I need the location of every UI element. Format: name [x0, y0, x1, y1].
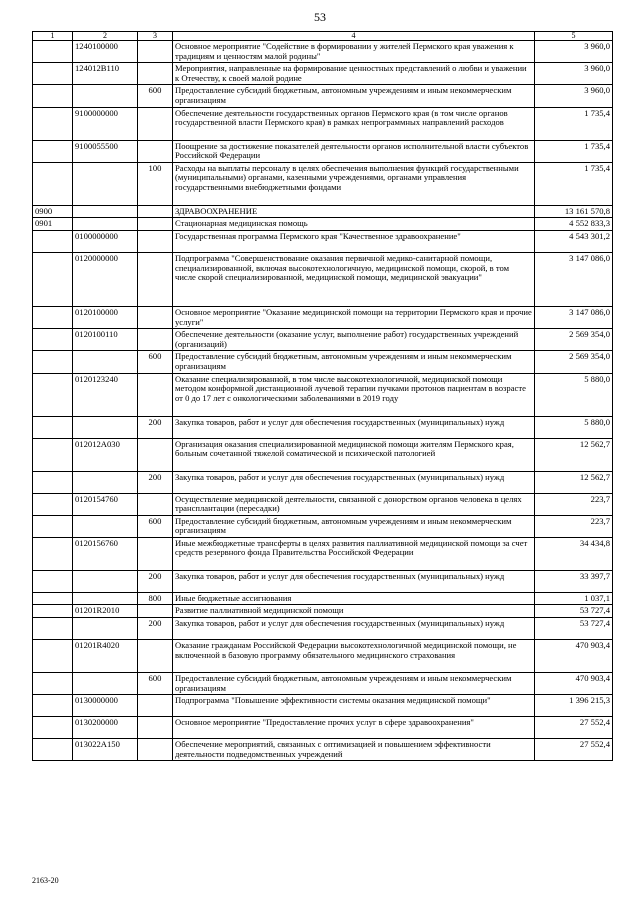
- cell-expense-type: 200: [138, 618, 173, 640]
- cell-description: Оказание гражданам Российской Федерации высокотехнологичной медицинской помощи, не включенной в базовую программу обязательного медицинского страхования: [173, 640, 535, 673]
- cell-section-code: 0900: [33, 205, 73, 218]
- cell-target-code: 01201R2010: [73, 605, 138, 618]
- cell-target-code: 0130000000: [73, 695, 138, 717]
- cell-target-code: [73, 570, 138, 592]
- cell-target-code: [73, 471, 138, 493]
- cell-target-code: 0100000000: [73, 230, 138, 252]
- table-row: [33, 717, 613, 739]
- cell-amount: 2 569 354,0: [535, 329, 613, 351]
- cell-target-code: 0120154760: [73, 493, 138, 515]
- cell-description: Обеспечение мероприятий, связанных с оптимизацией и повышением эффективности деятельности подведомственных учреждений: [173, 739, 535, 761]
- cell-section-code: [33, 695, 73, 717]
- cell-expense-type: 600: [138, 515, 173, 537]
- cell-description: Государственная программа Пермского края "Качественное здравоохранение": [173, 230, 535, 252]
- cell-target-code: 0120100000: [73, 306, 138, 328]
- cell-amount: 3 960,0: [535, 63, 613, 85]
- cell-section-code: [33, 717, 73, 739]
- cell-expense-type: 200: [138, 416, 173, 438]
- table-row: [33, 63, 613, 85]
- cell-description: Стационарная медицинская помощь: [173, 218, 535, 231]
- header-col-3: 3: [138, 32, 173, 41]
- cell-expense-type: [138, 329, 173, 351]
- cell-section-code: [33, 329, 73, 351]
- cell-section-code: [33, 351, 73, 373]
- table-row: [33, 252, 613, 306]
- cell-expense-type: [138, 252, 173, 306]
- cell-description: Основное мероприятие "Предоставление прочих услуг в сфере здравоохранения": [173, 717, 535, 739]
- cell-amount: 1 037,1: [535, 592, 613, 605]
- cell-section-code: [33, 162, 73, 205]
- cell-description: Обеспечение деятельности (оказание услуг, выполнение работ) государственных учреждений (организаций): [173, 329, 535, 351]
- table-row: [33, 570, 613, 592]
- cell-section-code: [33, 618, 73, 640]
- cell-expense-type: [138, 493, 173, 515]
- table-row: [33, 592, 613, 605]
- cell-amount: 470 903,4: [535, 673, 613, 695]
- table-row: [33, 373, 613, 416]
- cell-expense-type: 200: [138, 471, 173, 493]
- cell-section-code: [33, 438, 73, 471]
- cell-target-code: [73, 205, 138, 218]
- cell-target-code: [73, 351, 138, 373]
- cell-expense-type: [138, 140, 173, 162]
- table-row: [33, 85, 613, 107]
- cell-amount: 12 562,7: [535, 471, 613, 493]
- cell-section-code: [33, 739, 73, 761]
- table-row: [33, 162, 613, 205]
- cell-amount: 223,7: [535, 493, 613, 515]
- table-row: [33, 695, 613, 717]
- cell-expense-type: [138, 373, 173, 416]
- cell-amount: 4 552 833,3: [535, 218, 613, 231]
- cell-expense-type: [138, 107, 173, 140]
- cell-expense-type: 200: [138, 570, 173, 592]
- table-row: [33, 673, 613, 695]
- cell-description: Основное мероприятие "Содействие в формировании у жителей Пермского края уважения к традициям и ценностям малой родины": [173, 41, 535, 63]
- cell-amount: 53 727,4: [535, 618, 613, 640]
- cell-amount: 1 735,4: [535, 107, 613, 140]
- cell-section-code: [33, 252, 73, 306]
- cell-description: Осуществление медицинской деятельности, связанной с донорством органов человека в целях трансплантации (пересадки): [173, 493, 535, 515]
- cell-description: Расходы на выплаты персоналу в целях обеспечения выполнения функций государственными (муниципальными) органами, казенными учреждениями, органами управления государственными внебюджетными фондами: [173, 162, 535, 205]
- cell-amount: 2 569 354,0: [535, 351, 613, 373]
- cell-description: Организация оказания специализированной медицинской помощи жителям Пермского края, больным сочетанной тяжелой соматической и психической патологией: [173, 438, 535, 471]
- cell-section-code: 0901: [33, 218, 73, 231]
- cell-expense-type: [138, 205, 173, 218]
- cell-target-code: [73, 592, 138, 605]
- cell-target-code: 0120100110: [73, 329, 138, 351]
- cell-amount: 1 735,4: [535, 140, 613, 162]
- table-row: [33, 107, 613, 140]
- cell-amount: 34 434,8: [535, 537, 613, 570]
- cell-amount: 3 960,0: [535, 85, 613, 107]
- header-col-1: 1: [33, 32, 73, 41]
- cell-section-code: [33, 107, 73, 140]
- footer-code: 2163-20: [32, 876, 59, 885]
- cell-description: Мероприятия, направленные на формирование ценностных представлений о любви и уважении к Отечеству, к своей малой родине: [173, 63, 535, 85]
- table-row: [33, 230, 613, 252]
- cell-expense-type: [138, 218, 173, 231]
- table-row: [33, 205, 613, 218]
- cell-amount: 53 727,4: [535, 605, 613, 618]
- cell-section-code: [33, 537, 73, 570]
- table-row: [33, 618, 613, 640]
- table-row: [33, 605, 613, 618]
- cell-expense-type: 800: [138, 592, 173, 605]
- cell-expense-type: [138, 739, 173, 761]
- cell-section-code: [33, 41, 73, 63]
- cell-section-code: [33, 515, 73, 537]
- cell-description: Закупка товаров, работ и услуг для обеспечения государственных (муниципальных) нужд: [173, 471, 535, 493]
- cell-target-code: [73, 416, 138, 438]
- cell-amount: 13 161 570,8: [535, 205, 613, 218]
- cell-section-code: [33, 640, 73, 673]
- cell-amount: 223,7: [535, 515, 613, 537]
- cell-section-code: [33, 471, 73, 493]
- cell-target-code: 012012А030: [73, 438, 138, 471]
- cell-expense-type: [138, 41, 173, 63]
- table-row: [33, 306, 613, 328]
- cell-target-code: [73, 218, 138, 231]
- cell-section-code: [33, 85, 73, 107]
- cell-target-code: 01201R4020: [73, 640, 138, 673]
- cell-expense-type: 600: [138, 351, 173, 373]
- cell-section-code: [33, 673, 73, 695]
- cell-description: ЗДРАВООХРАНЕНИЕ: [173, 205, 535, 218]
- cell-section-code: [33, 605, 73, 618]
- cell-expense-type: [138, 605, 173, 618]
- cell-target-code: [73, 85, 138, 107]
- cell-target-code: 0130200000: [73, 717, 138, 739]
- cell-description: Иные бюджетные ассигнования: [173, 592, 535, 605]
- table-row: [33, 739, 613, 761]
- cell-section-code: [33, 63, 73, 85]
- cell-description: Предоставление субсидий бюджетным, автономным учреждениям и иным некоммерческим организациям: [173, 85, 535, 107]
- cell-expense-type: [138, 63, 173, 85]
- cell-target-code: [73, 515, 138, 537]
- cell-section-code: [33, 493, 73, 515]
- cell-expense-type: 600: [138, 85, 173, 107]
- table-row: [33, 140, 613, 162]
- cell-target-code: [73, 162, 138, 205]
- table-row: [33, 329, 613, 351]
- table-row: [33, 41, 613, 63]
- cell-target-code: 013022А150: [73, 739, 138, 761]
- cell-section-code: [33, 140, 73, 162]
- cell-description: Закупка товаров, работ и услуг для обеспечения государственных (муниципальных) нужд: [173, 416, 535, 438]
- cell-amount: 5 880,0: [535, 416, 613, 438]
- cell-amount: 12 562,7: [535, 438, 613, 471]
- cell-description: Обеспечение деятельности государственных органов Пермского края (в том числе органов государственной власти Пермского края) в рамках непрограммных направлений расходов: [173, 107, 535, 140]
- cell-expense-type: [138, 640, 173, 673]
- cell-section-code: [33, 373, 73, 416]
- cell-amount: 470 903,4: [535, 640, 613, 673]
- table-row: [33, 416, 613, 438]
- cell-amount: 27 552,4: [535, 739, 613, 761]
- cell-section-code: [33, 592, 73, 605]
- header-col-5: 5: [535, 32, 613, 41]
- cell-amount: 3 147 086,0: [535, 306, 613, 328]
- cell-amount: 4 543 301,2: [535, 230, 613, 252]
- cell-target-code: 0120123240: [73, 373, 138, 416]
- cell-description: Закупка товаров, работ и услуг для обеспечения государственных (муниципальных) нужд: [173, 570, 535, 592]
- cell-target-code: 124012В110: [73, 63, 138, 85]
- page-number: 53: [314, 10, 326, 24]
- cell-amount: 3 960,0: [535, 41, 613, 63]
- table-row: [33, 438, 613, 471]
- cell-expense-type: [138, 717, 173, 739]
- cell-amount: 1 396 215,3: [535, 695, 613, 717]
- cell-expense-type: [138, 306, 173, 328]
- cell-target-code: 0120156760: [73, 537, 138, 570]
- cell-expense-type: [138, 230, 173, 252]
- cell-description: Предоставление субсидий бюджетным, автономным учреждениям и иным некоммерческим организациям: [173, 515, 535, 537]
- cell-expense-type: 600: [138, 673, 173, 695]
- cell-description: Предоставление субсидий бюджетным, автономным учреждениям и иным некоммерческим организациям: [173, 351, 535, 373]
- cell-description: Развитие паллиативной медицинской помощи: [173, 605, 535, 618]
- cell-target-code: 1240100000: [73, 41, 138, 63]
- header-col-4: 4: [173, 32, 535, 41]
- header-row: [33, 32, 613, 41]
- cell-target-code: 9100000000: [73, 107, 138, 140]
- table-row: [33, 351, 613, 373]
- table-row: [33, 493, 613, 515]
- cell-description: Подпрограмма "Повышение эффективности системы оказания медицинской помощи": [173, 695, 535, 717]
- cell-section-code: [33, 570, 73, 592]
- cell-description: Закупка товаров, работ и услуг для обеспечения государственных (муниципальных) нужд: [173, 618, 535, 640]
- table-row: [33, 515, 613, 537]
- cell-target-code: [73, 673, 138, 695]
- cell-description: Поощрение за достижение показателей деятельности органов исполнительной власти субъектов Российской Федерации: [173, 140, 535, 162]
- cell-expense-type: [138, 695, 173, 717]
- cell-description: Оказание специализированной, в том числе высокотехнологичной, медицинской помощи методом конформной дистанционной лучевой терапии пучками протонов пациентам в возрасте от 0 до 17 лет с онкологическими заболеваниями в 2019 году: [173, 373, 535, 416]
- cell-amount: 3 147 086,0: [535, 252, 613, 306]
- cell-amount: 5 880,0: [535, 373, 613, 416]
- cell-section-code: [33, 306, 73, 328]
- cell-amount: 1 735,4: [535, 162, 613, 205]
- cell-description: Иные межбюджетные трансферты в целях развития паллиативной медицинской помощи за счет средств резервного фонда Правительства Российской Федерации: [173, 537, 535, 570]
- cell-amount: 27 552,4: [535, 717, 613, 739]
- cell-amount: 33 397,7: [535, 570, 613, 592]
- cell-description: Основное мероприятие "Оказание медицинской помощи на территории Пермского края и прочие услуги": [173, 306, 535, 328]
- cell-expense-type: [138, 537, 173, 570]
- header-col-2: 2: [73, 32, 138, 41]
- table-row: [33, 471, 613, 493]
- cell-description: Подпрограмма "Совершенствование оказания первичной медико-санитарной помощи, специализированной, включая высокотехнологичную, медицинской помощи, скорой, в том числе скорой специализированной, медицинской помощи, медицинской эвакуации": [173, 252, 535, 306]
- cell-expense-type: [138, 438, 173, 471]
- cell-description: Предоставление субсидий бюджетным, автономным учреждениям и иным некоммерческим организациям: [173, 673, 535, 695]
- table-row: [33, 640, 613, 673]
- cell-target-code: 0120000000: [73, 252, 138, 306]
- cell-target-code: 9100055500: [73, 140, 138, 162]
- cell-expense-type: 100: [138, 162, 173, 205]
- budget-table: [32, 31, 613, 761]
- cell-section-code: [33, 416, 73, 438]
- table-row: [33, 537, 613, 570]
- table-row: [33, 218, 613, 231]
- cell-target-code: [73, 618, 138, 640]
- cell-section-code: [33, 230, 73, 252]
